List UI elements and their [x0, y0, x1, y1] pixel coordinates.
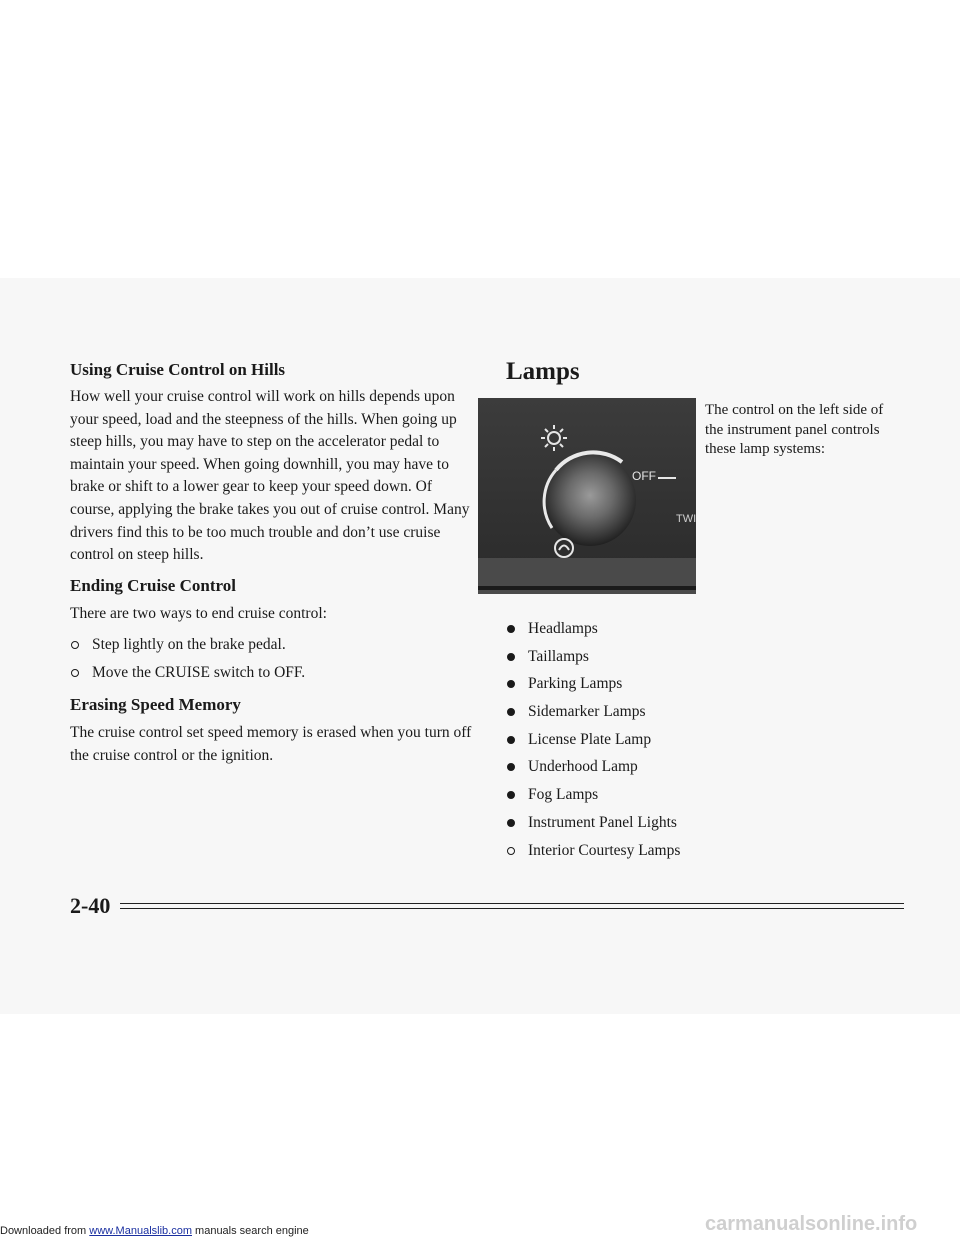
ending-list	[70, 631, 305, 686]
list-item: Fog Lamps	[506, 781, 680, 809]
manualslib-link[interactable]: www.Manualslib.com	[89, 1225, 192, 1237]
section-heading-hills: Using Cruise Control on Hills	[70, 360, 286, 379]
download-bar: Downloaded from www.Manualslib.com manuals search engine	[0, 1225, 309, 1237]
bottom-margin	[0, 1014, 960, 1242]
watermark: carmanualsonline.info	[705, 1213, 918, 1235]
top-margin	[0, 0, 960, 278]
lamps-list	[506, 615, 680, 864]
list-item: Parking Lamps	[506, 670, 680, 698]
bullet-icon	[507, 680, 515, 688]
list-item: Sidemarker Lamps	[506, 698, 680, 726]
list-item: Taillamps	[506, 643, 680, 671]
bullet-icon	[507, 625, 515, 633]
list-item: Headlamps	[506, 615, 680, 643]
bullet-icon	[71, 669, 79, 677]
lamps-intro: The control on the left side of the instrument panel controls these lamp systems:	[705, 402, 884, 457]
bullet-icon	[507, 819, 515, 827]
two-label: TWI	[676, 513, 696, 525]
bullet-icon	[71, 641, 79, 649]
page-number: 2-40	[70, 893, 111, 918]
footer-rule-bottom	[120, 908, 904, 909]
bullet-icon	[507, 653, 515, 661]
bullet-icon	[507, 763, 515, 771]
list-item: Step lightly on the brake pedal.	[70, 631, 305, 659]
bullet-icon	[507, 791, 515, 799]
erasing-paragraph: The cruise control set speed memory is erased when you turn off the cruise control or the ignition.	[70, 724, 472, 764]
section-heading-erasing: Erasing Speed Memory	[70, 695, 241, 714]
list-item: Interior Courtesy Lamps	[506, 837, 680, 865]
off-label: OFF	[632, 469, 656, 483]
lamps-heading: Lamps	[506, 358, 580, 385]
list-item: Underhood Lamp	[506, 753, 680, 781]
bullet-icon	[507, 847, 515, 855]
bullet-icon	[507, 708, 515, 716]
bullet-icon	[507, 736, 515, 744]
list-item: License Plate Lamp	[506, 726, 680, 754]
ending-intro: There are two ways to end cruise control:	[70, 605, 327, 622]
hills-paragraph: How well your cruise control will work on hills depends upon your speed, load and the steepness of the hills. When going up steep hills, you may have to step on the accelerator pedal to maintain your speed. When going downhill, you may have to brake or shift to a lower gear to keep your speed down. Of course, applying the brake takes you out of cruise control. Many drivers find this to be too much trouble and don’t use cruise control on steep hills.	[70, 388, 470, 564]
headlamp-switch-photo	[478, 398, 696, 594]
list-item: Move the CRUISE switch to OFF.	[70, 659, 305, 687]
footer-rule-top	[120, 903, 904, 904]
section-heading-ending: Ending Cruise Control	[70, 576, 236, 595]
list-item: Instrument Panel Lights	[506, 809, 680, 837]
